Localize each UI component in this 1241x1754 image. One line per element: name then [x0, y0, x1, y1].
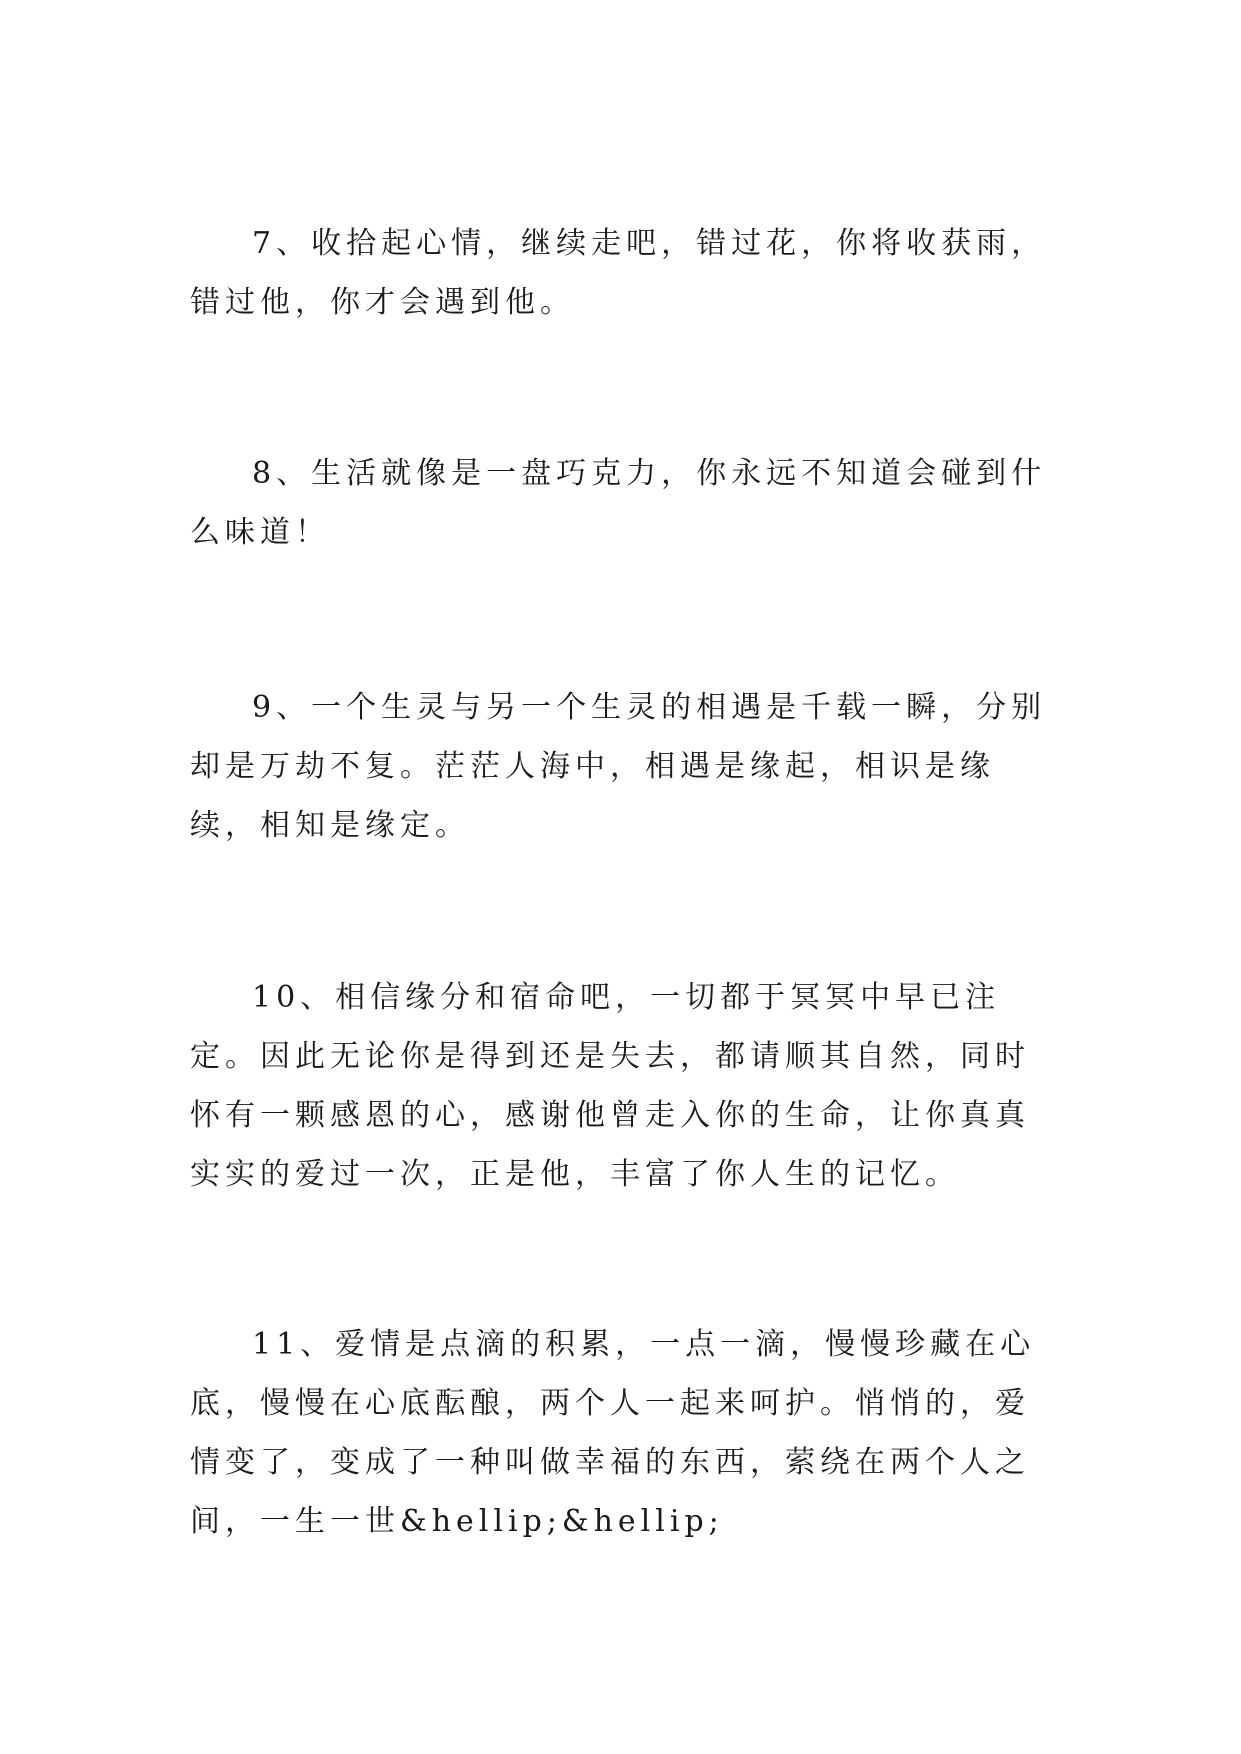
paragraph-7 — [190, 214, 1050, 332]
paragraph-line: 是缘定。 — [330, 808, 470, 843]
paragraph-line: 味道！ — [225, 515, 330, 550]
paragraph-line: &hellip;&hellip; — [400, 1504, 724, 1539]
paragraph-8 — [190, 444, 1050, 562]
paragraph-line: 变成了一种叫做幸福的东西，萦绕在两个人之间，一生一世 — [190, 1445, 1030, 1539]
paragraph-line: 恩的心，感谢他曾走入你的生命，让你真真实实的爱过一次， — [190, 1098, 1030, 1192]
paragraph-line: 慢慢在心底酝酿，两个人一起来呵护。悄悄的，爱情变了， — [190, 1386, 1030, 1480]
paragraph-line: 7、收拾起心情，继续走吧，错过花，你将收获雨，错 — [190, 226, 1047, 320]
paragraph-line: 9、一个生灵与另一个生灵的相遇是千载一瞬，分别却 — [190, 690, 1047, 784]
paragraph-line: 11、爱情是点滴的积累，一点一滴，慢慢珍藏在心底， — [190, 1327, 1036, 1421]
paragraph-line: 正是他，丰富了你人生的记忆。 — [470, 1157, 960, 1192]
paragraph-9 — [190, 678, 1050, 855]
paragraph-line: 10、相信缘分和宿命吧，一切都于冥冥中早已注定。因 — [190, 980, 1001, 1074]
paragraph-10 — [190, 968, 1050, 1204]
paragraph-line: 过他，你才会遇到他。 — [225, 285, 575, 320]
paragraph-line: 此无论你是得到还是失去，都请顺其自然，同时怀有一颗感 — [190, 1039, 1030, 1133]
paragraph-11 — [190, 1315, 1050, 1551]
paragraph-line: 8、生活就像是一盘巧克力，你永远不知道会碰到什么 — [190, 456, 1047, 550]
paragraph-line: 是万劫不复。茫茫人海中，相遇是缘起，相识是缘续，相知 — [190, 749, 995, 843]
